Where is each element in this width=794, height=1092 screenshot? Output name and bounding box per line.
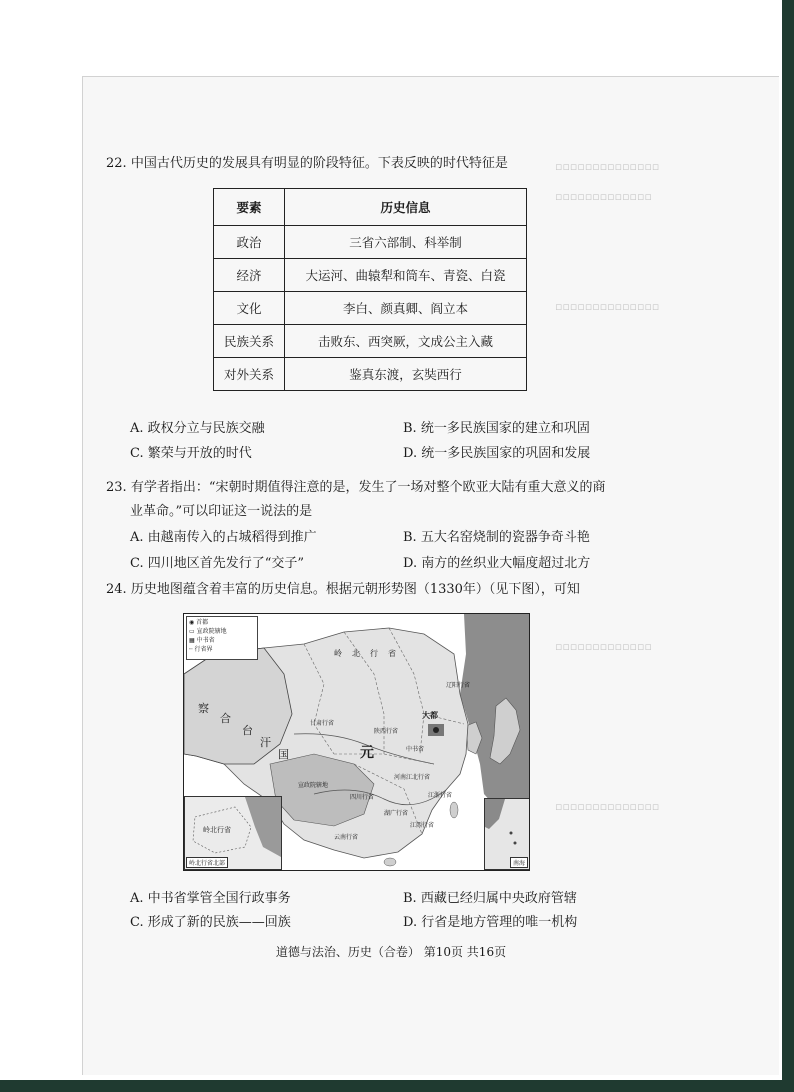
question-23 (106, 480, 605, 496)
label-chagatai: 合 (220, 712, 231, 725)
legend-item: ◉ 首都 (189, 619, 209, 626)
capital-marker-icon (433, 727, 439, 733)
label-jiangxi: 江西行省 (410, 822, 435, 829)
table-cell-key: 文化 (214, 292, 285, 325)
table-header-row (214, 189, 527, 226)
label-dadu: 大都 (422, 710, 438, 720)
option-d[interactable]: D. 统一多民族国家的巩固和发展 (403, 446, 591, 461)
question-number: 22. (106, 156, 127, 171)
inset-caption: 岭北行省北部 (186, 857, 228, 868)
label-huguang: 湖广行省 (384, 810, 409, 817)
bleed-through-text: ▫▫▫▫▫▫▫▫▫▫▫▫▫▫ (555, 300, 660, 313)
label-yuan: 元 (360, 745, 374, 761)
table-header: 历史信息 (285, 189, 527, 226)
table-cell-key: 对外关系 (214, 358, 285, 391)
table-cell-value: 三省六部制、科举制 (285, 226, 527, 259)
label-sichuan: 四川行省 (350, 794, 375, 801)
table-row (214, 226, 527, 259)
legend-item: ┄ 行省界 (189, 646, 213, 653)
table-cell-value: 鉴真东渡，玄奘西行 (285, 358, 527, 391)
label-henan: 河南江北行省 (394, 774, 431, 781)
inset-map-south-sea (484, 798, 530, 870)
island-dot (510, 832, 513, 835)
label-gansu: 甘肃行省 (310, 720, 335, 727)
table-cell-value: 击败东、西突厥，文成公主入藏 (285, 325, 527, 358)
table-row (214, 259, 527, 292)
option-b[interactable]: B. 西藏已经归属中央政府管辖 (403, 891, 577, 906)
label-chagatai: 国 (278, 748, 289, 761)
option-a[interactable]: A. 由越南传入的占城稻得到推广 (130, 530, 317, 545)
question-number: 24. (106, 582, 127, 597)
label-chagatai: 汗 (260, 736, 271, 749)
option-a[interactable]: A. 中书省掌管全国行政事务 (130, 891, 291, 906)
label-zhongshu: 中书省 (406, 746, 425, 753)
table-row (214, 358, 527, 391)
yuan-dynasty-map (183, 613, 530, 871)
table-cell-key: 民族关系 (214, 325, 285, 358)
legend-item: ▦ 中书省 (189, 637, 215, 644)
map-legend (186, 616, 258, 660)
history-info-table (213, 188, 527, 391)
option-b[interactable]: B. 五大名窑烧制的瓷器争奇斗艳 (403, 530, 590, 545)
option-d[interactable]: D. 行省是地方管理的唯一机构 (403, 915, 578, 930)
label-shaanxi: 陕西行省 (374, 728, 399, 735)
option-c[interactable]: C. 繁荣与开放的时代 (130, 446, 252, 461)
question-24 (106, 582, 580, 598)
question-number: 23. (106, 480, 127, 495)
question-stem-line2: 业革命。”可以印证这一说法的是 (130, 504, 313, 519)
table-cell-value: 大运河、曲辕犁和筒车、青瓷、白瓷 (285, 259, 527, 292)
question-stem-line1: 有学者指出：“宋朝时期值得注意的是，发生了一场对整个欧亚大陆有重大意义的商 (130, 480, 606, 495)
label-chagatai: 察 (198, 702, 209, 715)
inset-sea (245, 797, 281, 857)
table-cell-key: 政治 (214, 226, 285, 259)
inset-land (485, 799, 505, 829)
inset-label: 岭北行省 (203, 826, 231, 834)
table-row (214, 325, 527, 358)
bleed-through-text: ▫▫▫▫▫▫▫▫▫▫▫▫▫ (555, 190, 652, 203)
inset-map-north (184, 796, 282, 870)
label-yunnan: 云南行省 (334, 834, 359, 841)
option-b[interactable]: B. 统一多民族国家的建立和巩固 (403, 421, 590, 436)
label-jiangzhe: 江浙行省 (428, 792, 453, 799)
question-22 (106, 156, 508, 172)
option-c[interactable]: C. 形成了新的民族——回族 (130, 915, 291, 930)
taiwan-island (450, 802, 458, 818)
label-liaoyang: 辽阳行省 (446, 682, 471, 689)
island-dot (514, 842, 517, 845)
bleed-through-text: ▫▫▫▫▫▫▫▫▫▫▫▫▫▫ (555, 160, 660, 173)
option-d[interactable]: D. 南方的丝织业大幅度超过北方 (403, 556, 591, 571)
table-row (214, 292, 527, 325)
table-cell-value: 李白、颜真卿、阎立本 (285, 292, 527, 325)
table-header: 要素 (214, 189, 285, 226)
label-xuanzheng: 宣政院辖地 (298, 782, 329, 789)
question-stem: 中国古代历史的发展具有明显的阶段特征。下表反映的时代特征是 (130, 156, 508, 171)
label-chagatai: 台 (242, 724, 253, 737)
hainan-island (384, 858, 396, 866)
sea-area (460, 614, 529, 814)
option-a[interactable]: A. 政权分立与民族交融 (130, 421, 265, 436)
bleed-through-text: ▫▫▫▫▫▫▫▫▫▫▫▫▫ (555, 640, 652, 653)
label-lingbei: 岭北行省 (334, 649, 406, 658)
inset-caption: 南海 (510, 857, 528, 868)
question-stem: 历史地图蕴含着丰富的历史信息。根据元朝形势图（1330年）（见下图），可知 (130, 582, 580, 597)
page-footer: 道德与法治、历史（合卷） 第10页 共16页 (275, 945, 507, 959)
table-cell-key: 经济 (214, 259, 285, 292)
bleed-through-text: ▫▫▫▫▫▫▫▫▫▫▫▫▫▫ (555, 800, 660, 813)
option-c[interactable]: C. 四川地区首先发行了“交子” (130, 556, 305, 571)
legend-item: ▭ 宣政院辖地 (189, 628, 227, 635)
